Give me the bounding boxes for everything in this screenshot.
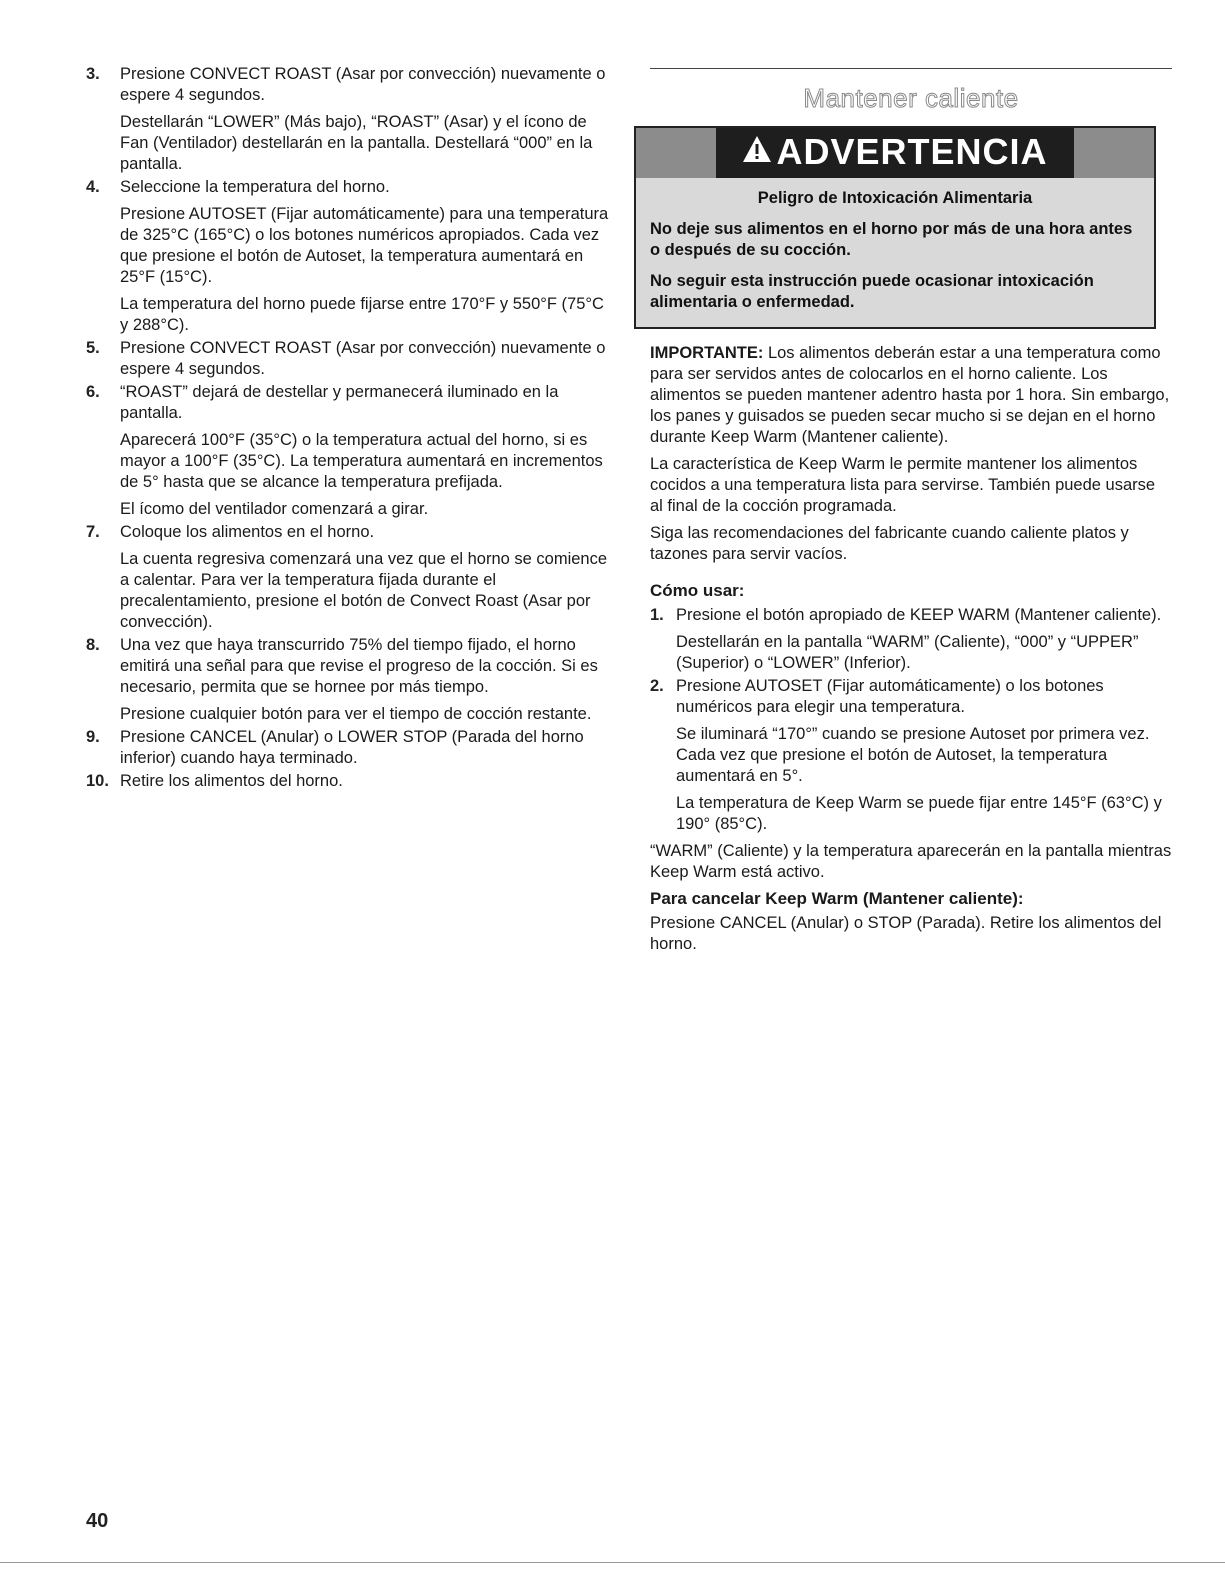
step-text: La temperatura del horno puede fijarse entre 170°F y 550°F (75°C y 288°C). [120, 295, 604, 334]
feature-paragraph: La característica de Keep Warm le permite mantener los alimentos cocidos a una temperatura lista para servirse. También puede usarse al final de la cocción programada. [650, 455, 1156, 515]
list-item [650, 605, 1172, 674]
step-number: 3. [86, 65, 100, 83]
list-item [86, 771, 616, 792]
step-number: 4. [86, 178, 100, 196]
step-text: Una vez que haya transcurrido 75% del tiempo fijado, el horno emitirá una señal para que revise el progreso de la cocción. Si es necesario, permita que se hornee por más tiempo. [120, 636, 598, 696]
step-number: 6. [86, 383, 100, 401]
list-item [86, 635, 616, 725]
important-paragraph [650, 343, 1172, 448]
step-text: Presione CONVECT ROAST (Asar por convección) nuevamente o espere 4 segundos. [120, 339, 606, 378]
recommendation-paragraph: Siga las recomendaciones del fabricante cuando caliente platos y tazones para servir vacíos. [650, 524, 1129, 563]
list-item [86, 727, 616, 769]
step-text: La cuenta regresiva comenzará una vez que el horno se comience a calentar. Para ver la temperatura fijada durante el precalentamiento, presione el botón de Convect Roast (Asar por convección). [120, 550, 608, 631]
step-text: Presione cualquier botón para ver el tiempo de cocción restante. [120, 705, 592, 723]
list-item [86, 382, 616, 520]
section-divider [650, 68, 1172, 69]
cancel-paragraph: Presione CANCEL (Anular) o STOP (Parada). Retire los alimentos del horno. [650, 914, 1162, 953]
section-title: Mantener caliente [803, 83, 1019, 113]
list-item [86, 522, 616, 633]
step-text: El ícomo del ventilador comenzará a girar. [120, 500, 429, 518]
step-number: 9. [86, 728, 100, 746]
list-item [650, 676, 1172, 835]
step-number: 10. [86, 772, 109, 790]
step-text: Destellarán en la pantalla “WARM” (Caliente), “000” y “UPPER” (Superior) o “LOWER” (Inferior). [676, 633, 1139, 672]
step-text: Aparecerá 100°F (35°C) o la temperatura actual del horno, si es mayor a 100°F (35°C). La temperatura aumentará en incrementos de 5° hasta que se alcance la temperatura prefijada. [120, 431, 603, 491]
step-text: “ROAST” dejará de destellar y permanecerá iluminado en la pantalla. [120, 383, 559, 422]
left-column [86, 64, 616, 792]
step-text: Se iluminará “170°” cuando se presione Autoset por primera vez. Cada vez que presione el botón de Autoset, la temperatura aumentará en 5°. [676, 725, 1150, 785]
step-text: Presione AUTOSET (Fijar automáticamente) o los botones numéricos para elegir una temperatura. [676, 677, 1104, 716]
important-text: Los alimentos deberán estar a una temperatura como para ser servidos antes de colocarlos en el horno caliente. Los alimentos se pueden mantener adentro hasta por 1 hora. Sin embargo, los panes y guisados se pueden secar mucho si se dejan en el horno durante Keep Warm (Mantener caliente). [650, 344, 1170, 446]
step-number: 5. [86, 339, 100, 357]
warm-display-paragraph: “WARM” (Caliente) y la temperatura aparecerán en la pantalla mientras Keep Warm está activo. [650, 842, 1172, 881]
step-number: 8. [86, 636, 100, 654]
important-label: IMPORTANTE: [650, 344, 764, 362]
step-text: Retire los alimentos del horno. [120, 772, 343, 790]
warning-subtitle: Peligro de Intoxicación Alimentaria [757, 189, 1033, 207]
step-text: Seleccione la temperatura del horno. [120, 178, 390, 196]
right-column [650, 68, 1172, 955]
page-bottom-divider [0, 1562, 1225, 1563]
step-number: 2. [650, 677, 664, 695]
step-text: Presione CONVECT ROAST (Asar por convección) nuevamente o espere 4 segundos. [120, 65, 606, 104]
step-number: 1. [650, 606, 664, 624]
step-text: Coloque los alimentos en el horno. [120, 523, 375, 541]
how-to-heading: Cómo usar: [650, 581, 745, 600]
step-number: 7. [86, 523, 100, 541]
step-text: Presione el botón apropiado de KEEP WARM (Mantener caliente). [676, 606, 1162, 624]
step-text: La temperatura de Keep Warm se puede fijar entre 145°F (63°C) y 190° (85°C). [676, 794, 1162, 833]
warning-header [636, 128, 1154, 178]
step-text: Destellarán “LOWER” (Más bajo), “ROAST” (Asar) y el ícono de Fan (Ventilador) destellarán en la pantalla. Destellará “000” en la pantalla. [120, 113, 593, 173]
list-item [86, 177, 616, 336]
step-text: Presione AUTOSET (Fijar automáticamente) para una temperatura de 325°C (165°C) o los botones numéricos apropiados. Cada vez que presione el botón de Autoset, la temperatura aumentará en 25°F (15°C). [120, 205, 609, 286]
warning-text: No deje sus alimentos en el horno por más de una hora antes o después de su cocción. [650, 220, 1133, 259]
page-number: 40 [86, 1510, 109, 1532]
warning-title: ADVERTENCIA [776, 130, 1048, 172]
warning-box [634, 126, 1156, 329]
list-item [86, 64, 616, 175]
step-text: Presione CANCEL (Anular) o LOWER STOP (Parada del horno inferior) cuando haya terminado. [120, 728, 584, 767]
list-item [86, 338, 616, 380]
warning-triangle-icon [742, 130, 772, 172]
cancel-heading: Para cancelar Keep Warm (Mantener caliente): [650, 889, 1024, 908]
warning-text: No seguir esta instrucción puede ocasionar intoxicación alimentaria o enfermedad. [650, 272, 1094, 311]
